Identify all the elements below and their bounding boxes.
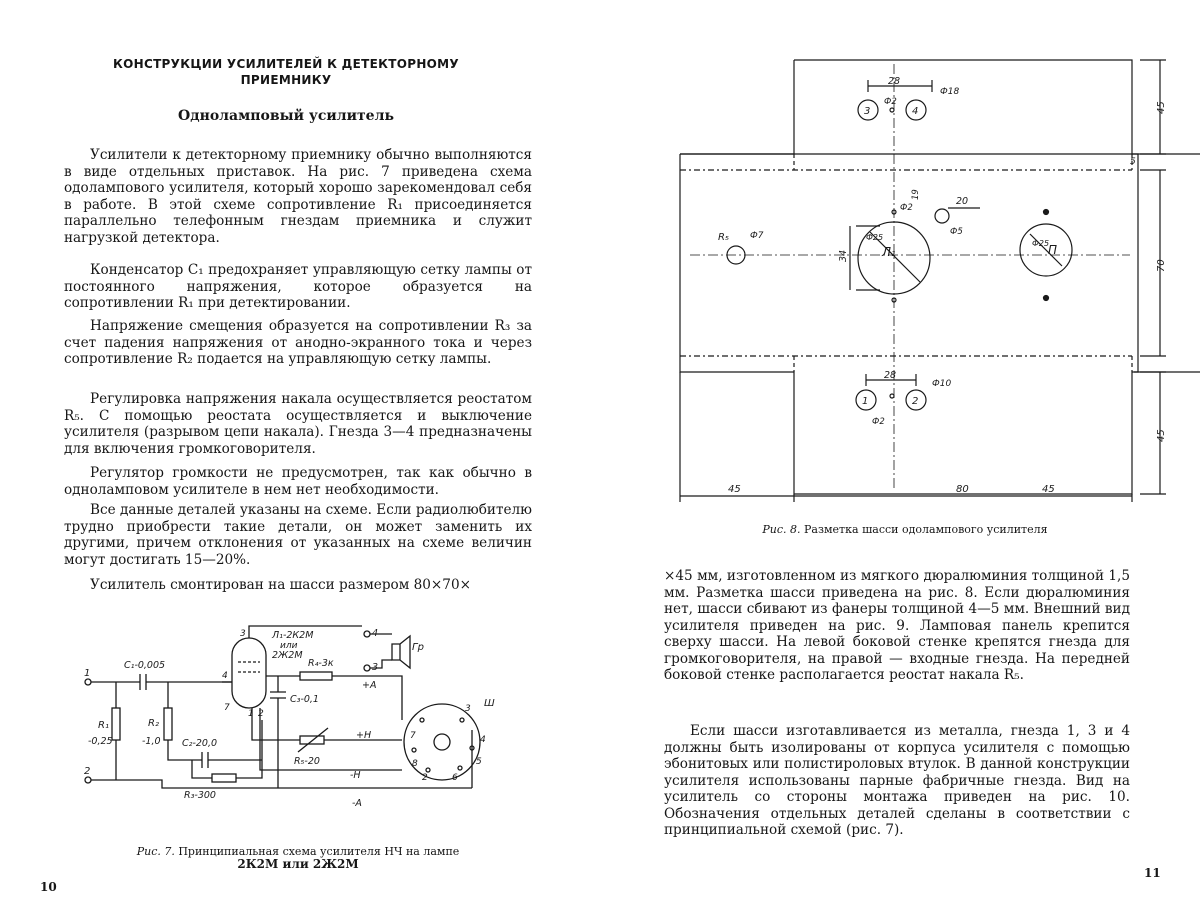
- socket-pin-8: 8: [412, 759, 418, 769]
- c3-label: C₃-0,1: [290, 694, 319, 705]
- r1-value: -0,25: [88, 736, 113, 747]
- loudspeaker-icon: [392, 636, 410, 668]
- figure-7-caption: [64, 845, 532, 871]
- minus-n-label: -Н: [350, 770, 361, 781]
- page-number-left: 10: [40, 880, 57, 894]
- minus-a-label: -А: [352, 798, 362, 809]
- paragraph-4: Регулировка напряжения накала осуществляется реостатом R₅. С помощью реостата осуществляется и выключение усилителя (разрывом цепи накала). Гнезда 3—4 предназначены для включения громкоговорителя.: [64, 391, 532, 457]
- paragraph-3: Напряжение смещения образуется на сопротивлении R₃ за счет падения напряжения от анодно-экранного тока и через сопротивление R₂ подается на управляющую сетку лампы.: [64, 318, 532, 368]
- hole-4-label: 4: [912, 106, 918, 117]
- tube-pin-3: 3: [240, 629, 246, 639]
- lamp-alt-or: или: [280, 641, 298, 651]
- resistor-r1: [112, 708, 120, 740]
- paragraph-7: Усилитель смонтирован на шасси размером 80×70×: [64, 577, 532, 594]
- figure-7-number: Рис. 7.: [137, 845, 175, 858]
- figure-8-number: Рис. 8.: [762, 523, 800, 536]
- socket-label: Ш: [484, 698, 495, 709]
- dim-28-bottom: 28: [884, 370, 896, 381]
- resistor-r3: [212, 774, 236, 782]
- socket-pin-2: 2: [422, 773, 428, 783]
- socket-pin-4: 4: [480, 735, 486, 745]
- r2-label: R₂: [148, 718, 159, 729]
- figure-7-caption-line2: 2К2М или 2Ж2М: [237, 857, 358, 871]
- left-page: [0, 0, 600, 914]
- resistor-r4: [300, 672, 332, 680]
- dim-phi18: Ф18: [940, 87, 959, 97]
- r2-value: -1,0: [142, 736, 161, 747]
- input-terminal-2: [85, 777, 91, 783]
- phi25-label: Ф25: [866, 233, 883, 242]
- dim-phi5: Ф5: [950, 227, 963, 237]
- section-title: КОНСТРУКЦИИ УСИЛИТЕЛЕЙ К ДЕТЕКТОРНОМУ ПРИЕМНИКУ: [80, 56, 492, 88]
- dim-20: 20: [956, 196, 968, 207]
- chassis-drawing: [670, 50, 1190, 510]
- right-paragraph-1: ×45 мм, изготовленном из мягкого дюралюминия толщиной 1,5 мм. Разметка шасси приведена на рис. 8. Если дюралюминия нет, шасси сбивают из фанеры толщиной 4—5 мм. Внешний вид усилителя приведен на рис. 9. Ламповая панель крепится сверху шасси. На левой боковой стенке крепятся гнезда для громкоговорителя, на правой — входные гнезда. На передней боковой стенке располагается реостат накала R₅.: [664, 568, 1130, 684]
- plus-a-label: +А: [362, 680, 376, 691]
- dim-80: 80: [956, 484, 969, 495]
- lamp-alt: 2Ж2М: [272, 650, 303, 661]
- tube-pin-7: 7: [224, 703, 230, 713]
- dim-phi2-top: Ф2: [884, 97, 897, 107]
- dim-phi2-mid: Ф2: [900, 203, 913, 213]
- resistor-r2: [164, 708, 172, 740]
- socket-pin-6: 6: [452, 773, 458, 783]
- dim-5: 5: [1130, 157, 1136, 167]
- dim-phi10: Ф10: [932, 379, 951, 389]
- paragraph-2: Конденсатор C₁ предохраняет управляющую сетку лампы от постоянного напряжения, которое образуется на сопротивлении R₁ при детектировании.: [64, 262, 532, 312]
- socket-pin-7: 7: [410, 731, 416, 741]
- node-3-label: 3: [372, 662, 378, 673]
- vacuum-tube: [232, 638, 266, 708]
- phi25b-label: Ф25: [1032, 239, 1049, 248]
- lamp-label: Л₁-2К2М: [271, 630, 313, 641]
- right-page: [600, 0, 1200, 914]
- socket-pin-3: 3: [465, 704, 471, 714]
- paragraph-6: Все данные деталей указаны на схеме. Если радиолюбителю трудно приобрести такие детали, он может заменить их другими, причем отклонения от указанных на схеме величин могут достигать 15—20%.: [64, 502, 532, 568]
- dim-34: 34: [838, 250, 849, 262]
- c2-label: C₂-20,0: [182, 738, 217, 749]
- hole-small: [935, 209, 949, 223]
- r5-hole-label: R₅: [718, 232, 729, 243]
- page-number-right: 11: [1144, 866, 1161, 880]
- phi7-label: Ф7: [750, 231, 764, 241]
- subsection-title: Одноламповый усилитель: [80, 108, 492, 124]
- dim-phi2-bottom: Ф2: [872, 417, 885, 427]
- figure-7-caption-text: Принципиальная схема усилителя НЧ на лампе: [178, 845, 459, 858]
- node-4-label: 4: [372, 628, 378, 639]
- tube-pin-2: 2: [258, 709, 264, 719]
- dim-45-left: 45: [728, 484, 741, 495]
- c1-label: C₁-0,005: [124, 660, 165, 671]
- node-1-label: 1: [84, 668, 90, 679]
- tube-pin-4: 4: [222, 671, 228, 681]
- r5-label: R₅-20: [294, 756, 320, 767]
- hole-1-label: 1: [862, 396, 868, 407]
- r4-label: R₄-3к: [308, 658, 334, 669]
- paragraph-1: Усилители к детекторному приемнику обычно выполняются в виде отдельных приставок. На рис. 7 приведена схема одолампового усилителя, который хорошо зарекомендовал себя в работе. В этой схеме сопротивление R₁ присоединяется параллельно телефонным гнездам приемника и служит нагрузкой детектора.: [64, 147, 532, 246]
- node-2-label: 2: [84, 766, 90, 777]
- l1-label: Л₁: [881, 245, 896, 259]
- circuit-schematic: [72, 610, 512, 840]
- dim-28-top: 28: [888, 76, 900, 87]
- input-terminal-1: [85, 679, 91, 685]
- right-paragraph-2: Если шасси изготавливается из металла, гнезда 1, 3 и 4 должны быть изолированы от корпуса усилителя с помощью эбонитовых или полистироловых втулок. В данной конструкции усилителя использованы парные фабричные гнезда. Вид на усилитель со стороны монтажа приведен на рис. 10. Обозначения отдельных деталей сделаны в соответствии с принципиальной схемой (рис. 7).: [664, 723, 1130, 839]
- capacitor-c2: [202, 752, 208, 768]
- dim-45-right: 45: [1042, 484, 1055, 495]
- socket-pin-5: 5: [476, 757, 482, 767]
- paragraph-5: Регулятор громкости не предусмотрен, так как обычно в одноламповом усилителе в нем нет необходимости.: [64, 465, 532, 498]
- figure-8-caption-text: Разметка шасси одолампового усилителя: [804, 523, 1048, 536]
- dim-45-bottom-right: 45: [1156, 429, 1167, 442]
- hole-2-label: 2: [912, 396, 918, 407]
- dim-70: 70: [1156, 259, 1167, 272]
- p-label: П: [1048, 243, 1057, 257]
- figure-8-caption: [670, 523, 1140, 536]
- dim-19: 19: [911, 189, 921, 200]
- tube-pin-1: 1: [248, 709, 254, 719]
- r3-label: R₃-300: [184, 790, 216, 801]
- speaker-label: Гр: [412, 642, 424, 653]
- hole-3-label: 3: [864, 106, 870, 117]
- dim-45-top: 45: [1156, 101, 1167, 114]
- r1-label: R₁: [98, 720, 109, 731]
- capacitor-c1: [140, 674, 146, 690]
- plus-n-label: +Н: [356, 730, 371, 741]
